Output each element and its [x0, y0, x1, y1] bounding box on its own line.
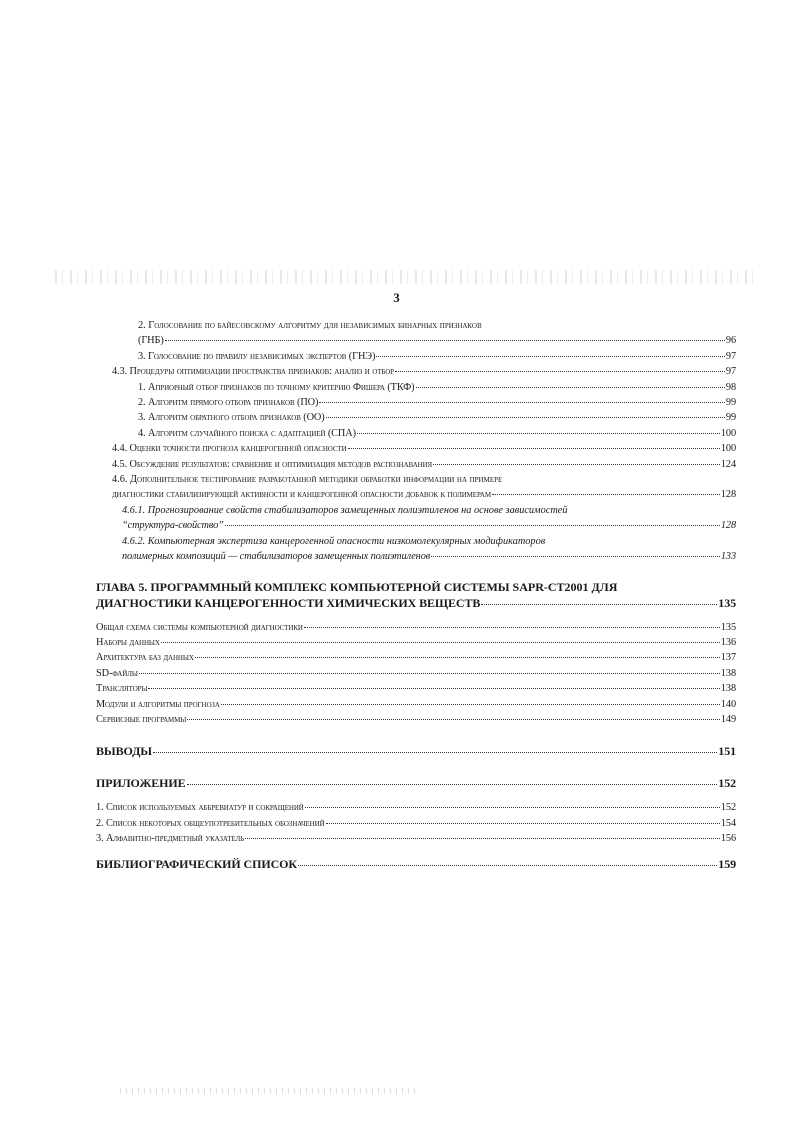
- conclusions-title: ВЫВОДЫ: [96, 744, 152, 759]
- toc-entry[interactable]: [96, 816, 736, 831]
- leader-dots: [221, 704, 720, 705]
- leader-dots: [225, 525, 720, 526]
- leader-dots: [245, 838, 720, 839]
- appendix-heading[interactable]: [96, 775, 736, 791]
- toc-entry-line: 2. Голосование по байесовскому алгоритму для независимых бинарных признаков: [138, 320, 482, 331]
- toc-entry-page: 149: [720, 713, 736, 725]
- toc-entry[interactable]: [96, 681, 736, 696]
- toc-entry[interactable]: [96, 333, 736, 348]
- leader-dots: [416, 387, 725, 388]
- toc-entry-page: 100: [720, 427, 736, 439]
- leader-dots: [165, 340, 725, 341]
- toc-entry-page: 99: [725, 412, 736, 424]
- toc-entry-line: 4.6.2. Компьютерная экспертиза канцерогенной опасности низкомолекулярных модификаторов: [122, 535, 546, 547]
- toc-entry[interactable]: [96, 666, 736, 681]
- toc-entry-page: 138: [720, 667, 736, 679]
- toc-entry-title: Сервисные программы: [96, 713, 187, 725]
- leader-dots: [139, 673, 720, 674]
- toc-entry-page: 96: [725, 335, 736, 347]
- toc-entry[interactable]: [96, 712, 736, 727]
- toc-entry-page: 124: [720, 458, 736, 470]
- toc-entry-page: 137: [720, 652, 736, 664]
- toc-entry-title: (ГНБ): [138, 335, 164, 347]
- leader-dots: [304, 627, 720, 628]
- toc-entry-title: 2. Список некоторых общеупотребительных обозначений: [96, 817, 325, 829]
- toc-entry[interactable]: [96, 395, 736, 410]
- chapter-heading[interactable]: [96, 595, 736, 611]
- appendix-page: 152: [718, 776, 736, 791]
- leader-dots: [148, 688, 719, 689]
- toc-entry-page: 128: [720, 489, 736, 501]
- toc-entry-title: Наборы данных: [96, 636, 160, 648]
- leader-dots: [348, 448, 720, 449]
- leader-dots: [431, 556, 720, 557]
- leader-dots: [326, 417, 725, 418]
- toc-entry-title: 1. Список используемых аббревиатур и сокращений: [96, 802, 304, 814]
- leader-dots: [376, 356, 725, 357]
- toc-entry-title: 1. Априорный отбор признаков по точному критерию Фишера (ТКФ): [138, 381, 415, 393]
- toc-entry-page: 136: [720, 636, 736, 648]
- toc-entry[interactable]: [96, 487, 736, 502]
- toc-entry[interactable]: [96, 831, 736, 846]
- bibliography-page: 159: [718, 856, 736, 871]
- leader-dots: [357, 433, 720, 434]
- table-of-contents: [96, 318, 736, 872]
- toc-entry-page: 156: [720, 833, 736, 845]
- toc-entry-title: 3. Алфавитно-предметный указатель: [96, 833, 245, 845]
- toc-entry-page: 152: [720, 802, 736, 814]
- toc-entry[interactable]: [96, 426, 736, 441]
- chapter-page: 135: [718, 595, 736, 610]
- toc-entry[interactable]: [96, 650, 736, 665]
- toc-entry-title: 4. Алгоритм случайного поиска с адаптацией (СПА): [138, 427, 356, 439]
- toc-entry-page: 138: [720, 683, 736, 695]
- toc-entry[interactable]: [96, 349, 736, 364]
- conclusions-heading[interactable]: [96, 743, 736, 759]
- toc-entry-title: 3. Голосование по правилу независимых экспертов (ГНЭ): [138, 350, 376, 362]
- scan-noise-band: [55, 270, 755, 284]
- toc-entry-title: 3. Алгоритм обратного отбора признаков (ОО): [138, 412, 325, 424]
- toc-entry[interactable]: [96, 697, 736, 712]
- bibliography-heading[interactable]: [96, 856, 736, 872]
- leader-dots: [305, 807, 720, 808]
- toc-entry-page: 140: [720, 698, 736, 710]
- toc-entry[interactable]: [96, 620, 736, 635]
- toc-entry-title: 4.3. Процедуры оптимизации пространства признаков: анализ и отбор: [112, 366, 394, 378]
- toc-entry-title: полимерных композиций — стабилизаторов замещенных полиэтиленов: [122, 551, 431, 563]
- leader-dots: [187, 719, 720, 720]
- toc-entry-line: 4.6. Дополнительное тестирование разработанной методики обработки информации на примере: [112, 474, 503, 486]
- toc-entry-title: 4.5. Обсуждение результатов: сравнение и оптимизация методов распознавания: [112, 458, 433, 470]
- leader-dots: [187, 784, 718, 785]
- leader-dots: [481, 604, 717, 605]
- toc-entry-page: 133: [720, 551, 736, 563]
- toc-entry-title: Архитектура баз данных: [96, 652, 194, 664]
- toc-entry-title: Общая схема системы компьютерной диагностики: [96, 621, 303, 633]
- toc-entry[interactable]: [96, 518, 736, 533]
- toc-entry-page: 154: [720, 817, 736, 829]
- scan-noise-bottom: [120, 1088, 420, 1094]
- toc-entry[interactable]: [96, 441, 736, 456]
- toc-entry-title: Трансляторы: [96, 683, 148, 695]
- leader-dots: [161, 642, 720, 643]
- leader-dots: [395, 371, 725, 372]
- toc-entry-page: 97: [725, 350, 736, 362]
- toc-entry-page: 100: [720, 443, 736, 455]
- bibliography-title: БИБЛИОГРАФИЧЕСКИЙ СПИСОК: [96, 856, 297, 871]
- toc-entry-title: 4.4. Оценки точности прогноза канцерогенной опасности: [112, 443, 347, 455]
- leader-dots: [298, 865, 717, 866]
- leader-dots: [492, 494, 720, 495]
- toc-entry-title: Модули и алгоритмы прогноза: [96, 698, 220, 710]
- appendix-title: ПРИЛОЖЕНИЕ: [96, 776, 186, 791]
- toc-entry-page: 97: [725, 366, 736, 378]
- leader-dots: [326, 823, 720, 824]
- toc-entry-page: 99: [725, 397, 736, 409]
- toc-entry[interactable]: [96, 549, 736, 564]
- toc-entry-page: 98: [725, 381, 736, 393]
- leader-dots: [433, 464, 720, 465]
- toc-entry[interactable]: [96, 410, 736, 425]
- toc-entry[interactable]: [96, 364, 736, 379]
- leader-dots: [153, 752, 717, 753]
- toc-entry-page: 135: [720, 621, 736, 633]
- toc-entry[interactable]: [96, 800, 736, 815]
- leader-dots: [195, 657, 720, 658]
- conclusions-page: 151: [718, 744, 736, 759]
- toc-entry[interactable]: [96, 457, 736, 472]
- toc-entry-title: SD-файлы: [96, 667, 138, 679]
- toc-entry[interactable]: [96, 380, 736, 395]
- toc-entry-title: диагностики стабилизирующей активности и канцерогенной опасности добавок к полимерам: [112, 489, 491, 501]
- toc-entry-title: “структура-свойство”: [122, 520, 224, 532]
- chapter-heading-line: ГЛАВА 5. ПРОГРАММНЫЙ КОМПЛЕКС КОМПЬЮТЕРНОЙ СИСТЕМЫ SAPR-CT2001 ДЛЯ: [96, 579, 618, 594]
- chapter-title: ДИАГНОСТИКИ КАНЦЕРОГЕННОСТИ ХИМИЧЕСКИХ ВЕЩЕСТВ: [96, 595, 481, 610]
- toc-entry-title: 2. Алгоритм прямого отбора признаков (ПО): [138, 397, 319, 409]
- page-number: 3: [393, 290, 400, 305]
- toc-entry-line: 4.6.1. Прогнозирование свойств стабилизаторов замещенных полиэтиленов на основе зависимостей: [122, 504, 568, 516]
- toc-entry-page: 128: [720, 520, 736, 532]
- leader-dots: [319, 402, 725, 403]
- toc-entry[interactable]: [96, 635, 736, 650]
